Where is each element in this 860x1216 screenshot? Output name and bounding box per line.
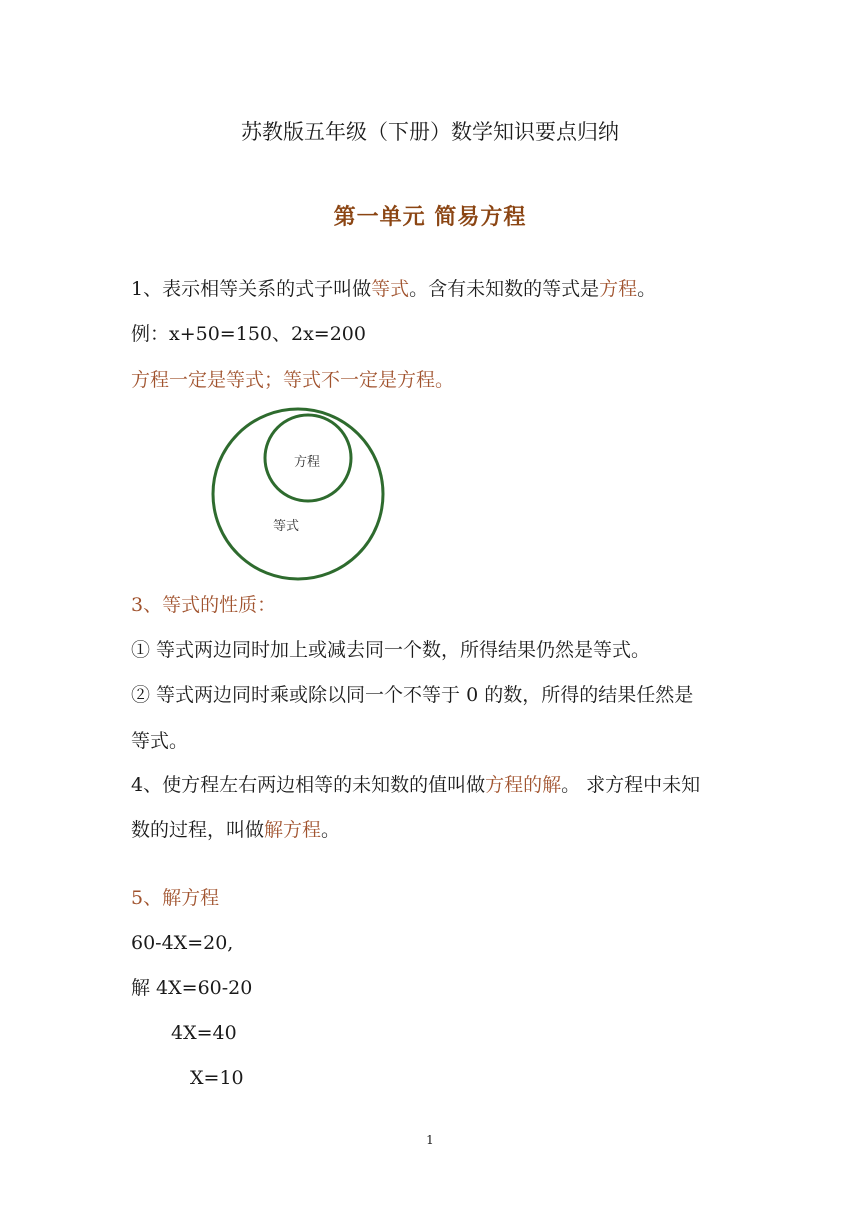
item-4-text-a: 4、使方程左右两边相等的未知数的值叫做 <box>131 774 486 796</box>
property-2-line-2: 等式。 <box>131 730 189 752</box>
item-5-heading: 5、解方程 <box>131 887 220 909</box>
equation-line-2: 解 4X=60-20 <box>131 977 253 999</box>
outer-circle-equality <box>213 409 383 579</box>
item-1-paragraph <box>131 277 656 301</box>
venn-diagram <box>210 402 458 582</box>
item-4-text-c: 。 求方程中未知 <box>561 774 701 796</box>
item-1-text-a: 1、表示相等关系的式子叫做 <box>131 278 372 300</box>
item-4-text-f: 。 <box>321 819 341 841</box>
unit-heading: 第一单元 简易方程 <box>333 204 527 230</box>
term-equation-equality: 等式 <box>371 278 410 300</box>
item-4-line-2 <box>131 818 340 842</box>
item-4-text-d: 数的过程，叫做 <box>131 819 265 841</box>
item-1-text-e: 。 <box>637 278 657 300</box>
term-solving-equation: 解方程 <box>264 819 322 841</box>
equation-line-3: 4X=40 <box>171 1022 237 1044</box>
item-3-heading: 3、等式的性质： <box>131 594 277 616</box>
outer-circle-label: 等式 <box>272 519 300 534</box>
page-number: 1 <box>426 1133 434 1147</box>
inner-circle-label: 方程 <box>293 455 321 470</box>
property-1: ① 等式两边同时加上或减去同一个数，所得结果仍然是等式。 <box>131 639 651 661</box>
relation-statement: 方程一定是等式；等式不一定是方程。 <box>131 369 455 391</box>
term-solution: 方程的解 <box>485 774 562 796</box>
item-1-text-c: 。含有未知数的等式是 <box>409 278 600 300</box>
term-equation: 方程 <box>599 278 638 300</box>
property-2-line-1: ② 等式两边同时乘或除以同一个不等于 0 的数，所得的结果任然是 <box>131 684 694 706</box>
equation-line-4: X=10 <box>190 1067 244 1089</box>
example-line: 例：x+50=150、2x=200 <box>131 323 366 345</box>
equation-line-1: 60-4X=20, <box>131 932 234 954</box>
document-title: 苏教版五年级（下册）数学知识要点归纳 <box>241 120 619 144</box>
item-4-line-1 <box>131 773 700 797</box>
